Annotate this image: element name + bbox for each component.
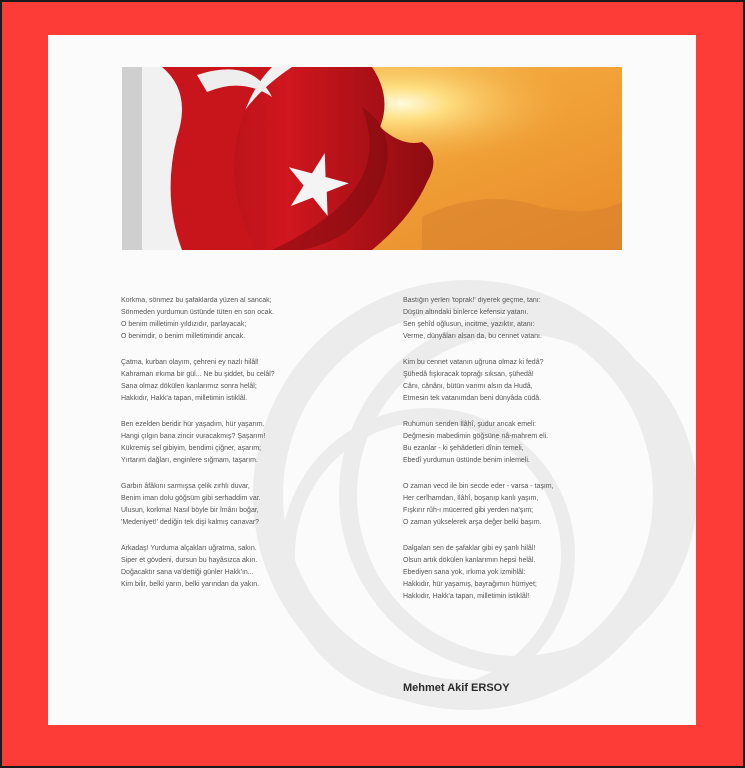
stanza [121,419,371,467]
poem-line: Ruhumun senden İlâhî, şudur ancak emeli: [403,421,537,428]
poem-line: Garbın âfâkını sarmışsa çelik zırhlı duvar, [121,483,250,490]
poem-line: Hakkıdır, Hakk'a tapan, milletimin istiklâl! [403,593,530,600]
poem-line: Verme, dünyâları alsan da, bu cennet vatanı. [403,333,542,340]
poem-line: Değmesin mabedimin göğsüne nâ-mahrem eli. [403,433,549,440]
poem-line: Hakkıdır, Hakk'a tapan, milletimin istiklâl. [121,395,248,402]
poem-line: Bastığın yerleri 'toprak!' diyerek geçme, tanı: [403,297,541,304]
poem-line: Benim iman dolu göğsüm gibi serhaddim var. [121,495,261,502]
poem-line: O benimdir, o benim milletimindir ancak. [121,333,246,340]
poem-line: Kahraman ırkıma bir gül... Ne bu şiddet, bu celâl? [121,371,275,378]
poem-line: Olsun artık dökülen kanlarımın hepsi helâl. [403,557,536,564]
poem-line: Şühedâ fışkıracak toprağı sıksan, şühedâ! [403,371,534,378]
stanza [121,481,371,529]
poem-line: Sana olmaz dökülen kanlarımız sonra helâl; [121,383,257,390]
poem-line: Yırtarım dağları, enginlere sığmam, taşarım. [121,457,258,464]
poem-line: Etmesin tek vatanımdan beni dünyâda cüdâ. [403,395,542,402]
poem-line: Ben ezelden beridir hür yaşadım, hür yaşarım. [121,421,265,428]
poem-left-column [121,295,371,605]
poem-page [48,35,696,725]
poem-line: Sönmeden yurdumun üstünde tüten en son ocak. [121,309,274,316]
stanza [121,357,371,405]
poem-line: Ebedî yurdumun üstünde benim inlemeli. [403,457,530,464]
poem-line: Her cerîhamdan, İlâhî, boşanıp kanlı yaşım, [403,495,539,502]
flag-sunset-banner [122,67,622,250]
poem-line: Cânı, cânânı, bütün varımı alsın da Hudâ, [403,383,533,390]
poem-line: O zaman vecd ile bin secde eder - varsa - taşım, [403,483,554,490]
stanza [121,295,371,343]
poem-line: Çatma, kurban olayım, çehreni ey nazlı hilâl! [121,359,259,366]
poem-line: O zaman yükselerek arşa değer belki başım. [403,519,542,526]
poem-right-column [403,295,653,617]
stanza [403,543,653,603]
poem-line: Ulusun, korkma! Nasıl böyle bir îmânı boğar, [121,507,259,514]
poem-line: Kim bu cennet vatanın uğruna olmaz ki fedâ? [403,359,544,366]
poem-line: Kim bilir, belki yarın, belki yarından da yakın. [121,581,260,588]
poem-line: Hangi çılgın bana zincir vuracakmış? Şaşarım! [121,433,266,440]
poem-line: Ebediyen sana yok, ırkıma yok izmihlâl: [403,569,526,576]
poem-line: Korkma, sönmez bu şafaklarda yüzen al sancak; [121,297,272,304]
poem-line: 'Medeniyet!' dediğin tek dişi kalmış canavar? [121,519,260,526]
poem-line: Düşün altındaki binlerce kefensiz yatanı. [403,309,529,316]
stanza [403,295,653,343]
poem-line: Siper et gövdeni, dursun bu hayâsızca akın. [121,557,258,564]
poem-line: Bu ezanlar - ki şehâdetleri dînin temeli, [403,445,524,452]
poem-line: Fışkırır rûh-ı mücerred gibi yerden na'şım; [403,507,534,514]
poem-line: Sen şehîd oğlusun, incitme, yazıktır, atanı: [403,321,535,328]
poem-line: Hakkıdır, hür yaşamış, bayrağımın hürriyet; [403,581,537,588]
stanza [403,357,653,405]
poem-line: O benim milletimin yıldızıdır, parlayacak; [121,321,247,328]
stanza [403,481,653,529]
poem-line: Kükremiş sel gibiyim, bendimi çiğner, aşarım; [121,445,262,452]
poem-line: Doğacaktır sana va'dettiği günler Hakk'ın... [121,569,254,576]
author-signature: Mehmet Akif ERSOY [403,682,510,694]
stanza [403,419,653,467]
stanza [121,543,371,591]
poem-line: Arkadaş! Yurduma alçakları uğratma, sakın. [121,545,257,552]
poem-line: Dalgalan sen de şafaklar gibi ey şanlı hilâl! [403,545,536,552]
